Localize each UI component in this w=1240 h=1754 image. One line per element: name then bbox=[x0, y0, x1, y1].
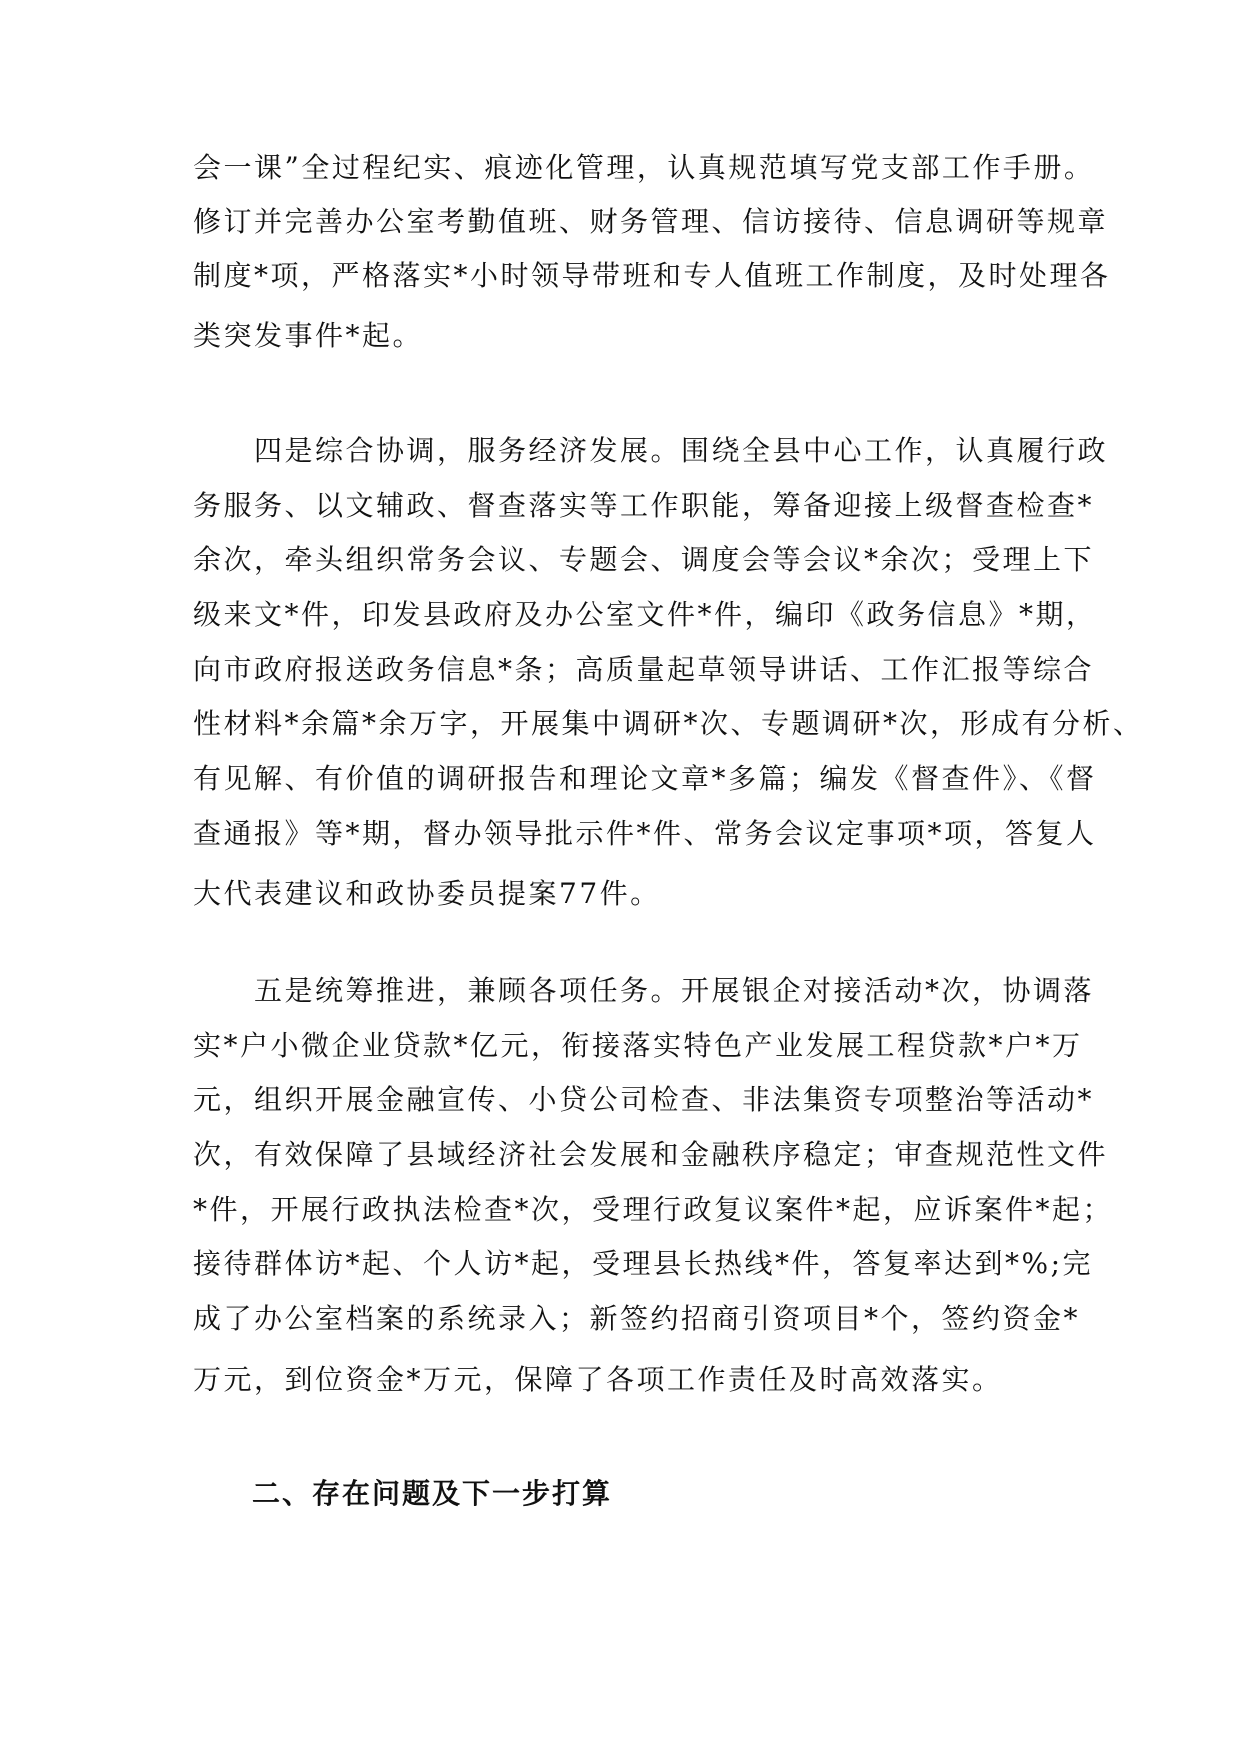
paragraph-1-line-4: 类突发事件*起。 bbox=[193, 319, 424, 352]
paragraph-1-line-3: 制度*项，严格落实*小时领导带班和专人值班工作制度，及时处理各 bbox=[193, 259, 1111, 292]
paragraph-1-line-2: 修订并完善办公室考勤值班、财务管理、信访接待、信息调研等规章 bbox=[193, 205, 1109, 238]
paragraph-3-line-1: 五是统筹推进，兼顾各项任务。开展银企对接活动*次，协调落 bbox=[193, 974, 1095, 1007]
paragraph-3-line-4: 次，有效保障了县域经济社会发展和金融秩序稳定；审查规范性文件 bbox=[193, 1138, 1109, 1171]
paragraph-1-line-1: 会一课”全过程纪实、痕迹化管理，认真规范填写党支部工作手册。 bbox=[193, 151, 1095, 184]
paragraph-3-line-6: 接待群体访*起、个人访*起，受理县长热线*件，答复率达到*%;完 bbox=[193, 1247, 1094, 1280]
section-heading: 二、存在问题及下一步打算 bbox=[252, 1477, 613, 1510]
paragraph-2-line-1: 四是综合协调，服务经济发展。围绕全县中心工作，认真履行政 bbox=[193, 434, 1109, 467]
paragraph-2-line-2: 务服务、以文辅政、督查落实等工作职能，筹备迎接上级督查检查* bbox=[193, 489, 1095, 522]
paragraph-2-line-9: 大代表建议和政协委员提案77件。 bbox=[193, 877, 661, 910]
paragraph-3-line-2: 实*户小微企业贷款*亿元，衔接落实特色产业发展工程贷款*户*万 bbox=[193, 1029, 1083, 1062]
paragraph-2-line-3: 余次，牵头组织常务会议、专题会、调度会等会议*余次；受理上下 bbox=[193, 543, 1095, 576]
paragraph-3-line-8: 万元，到位资金*万元，保障了各项工作责任及时高效落实。 bbox=[193, 1363, 1003, 1396]
paragraph-2-line-6: 性材料*余篇*余万字，开展集中调研*次、专题调研*次，形成有分析、 bbox=[193, 707, 1144, 740]
paragraph-2-line-8: 查通报》等*期，督办领导批示件*件、常务会议定事项*项，答复人 bbox=[193, 817, 1097, 850]
paragraph-3-line-3: 元，组织开展金融宣传、小贷公司检查、非法集资专项整治等活动* bbox=[193, 1083, 1095, 1116]
paragraph-2-line-5: 向市政府报送政务信息*条；高质量起草领导讲话、工作汇报等综合 bbox=[193, 653, 1095, 686]
paragraph-3-line-7: 成了办公室档案的系统录入；新签约招商引资项目*个，签约资金* bbox=[193, 1302, 1081, 1335]
paragraph-2-line-7: 有见解、有价值的调研报告和理论文章*多篇；编发《督查件》、《督 bbox=[193, 762, 1097, 795]
paragraph-2-line-4: 级来文*件，印发县政府及办公室文件*件，编印《政务信息》*期， bbox=[193, 598, 1097, 631]
paragraph-3-line-5: *件，开展行政执法检查*次，受理行政复议案件*起，应诉案件*起； bbox=[193, 1193, 1114, 1226]
